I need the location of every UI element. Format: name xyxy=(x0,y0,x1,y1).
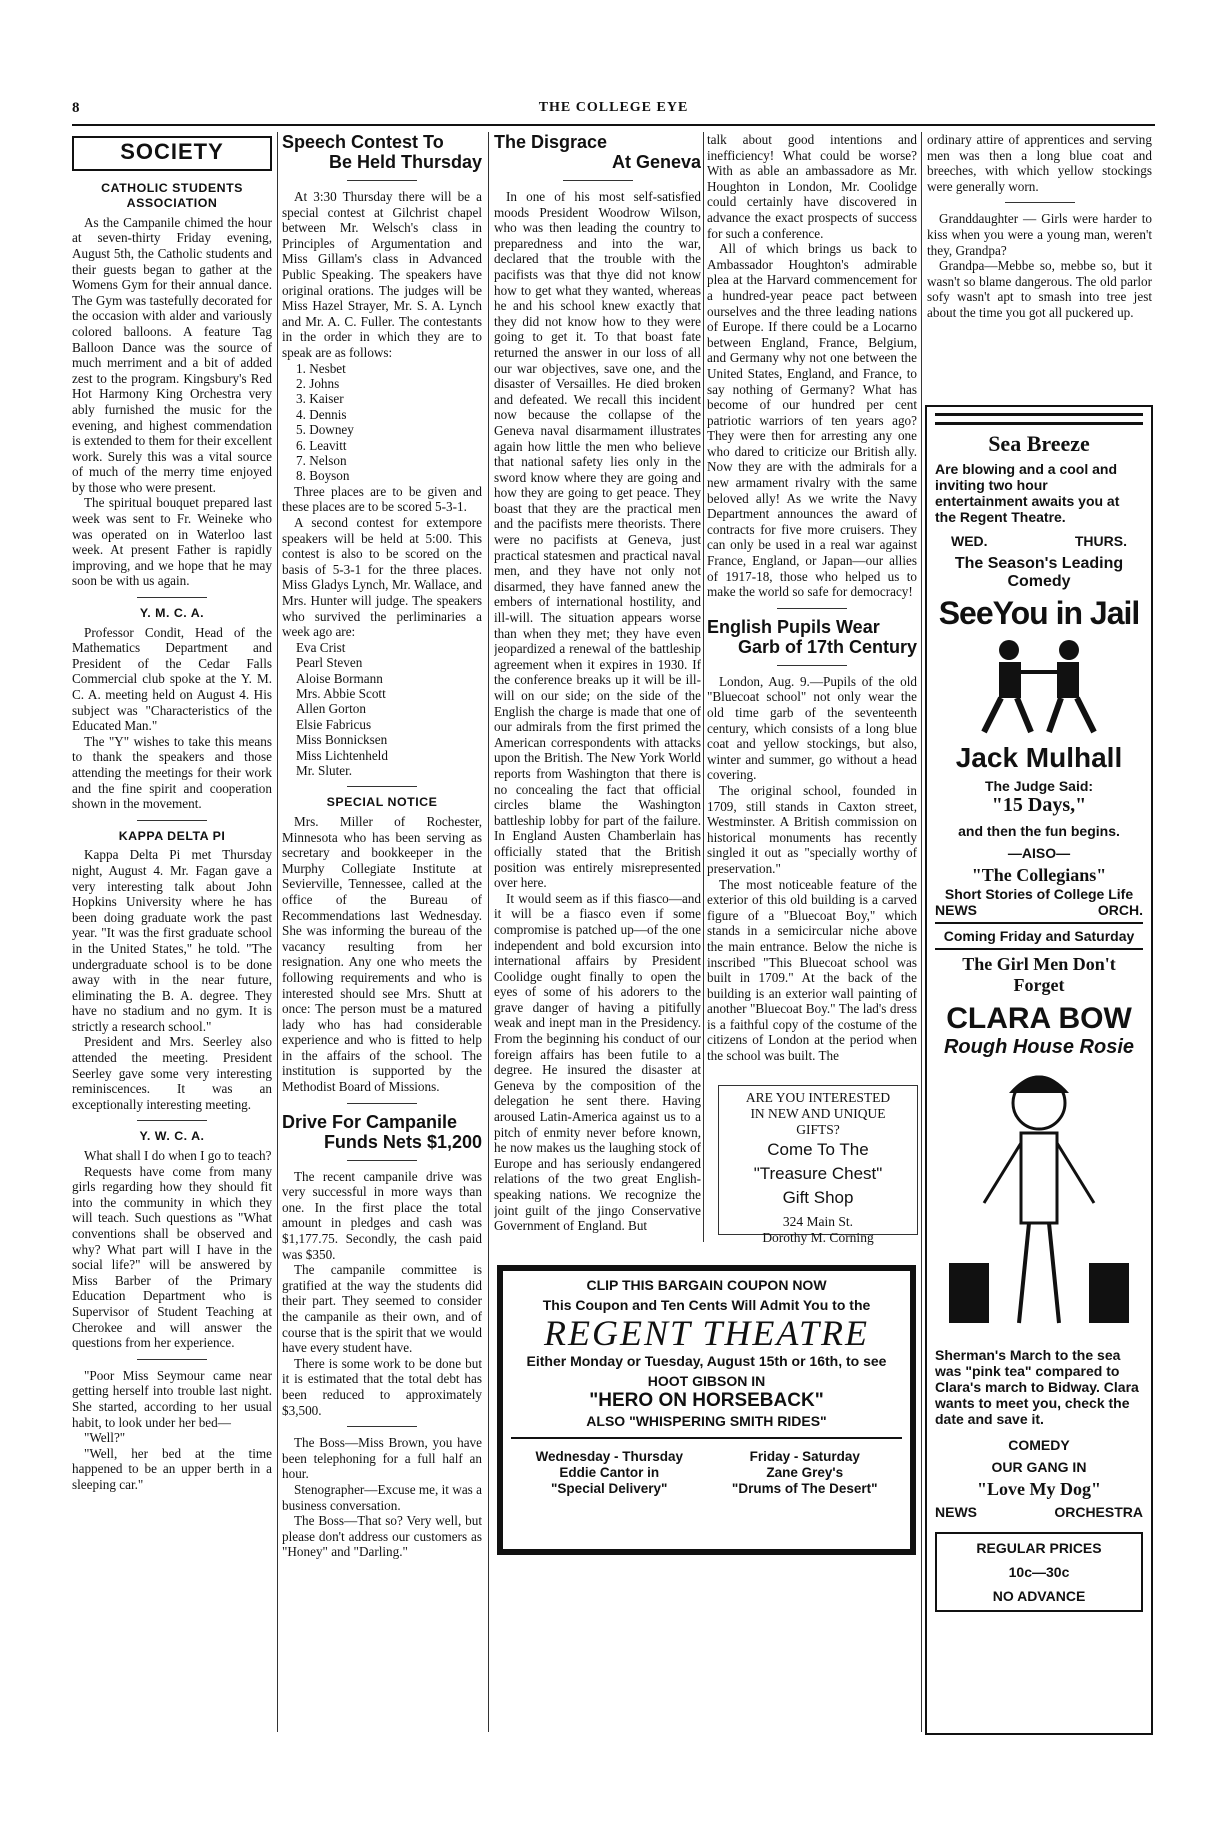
catholic-paragraph: As the Campanile chimed the hour at seven-thirty Friday evening, August 5th, the Catholic students and their guests began to gather at the Womens Gym for their annual dance. The Gym was tastefully decorated for the occasion with alder and variously colored balloons. A feature Tag Balloon Dance was the source of much merriment and a bit of added zest to the program. Kingsbury's Red Hot Harmony King Orchestra very ably furnished the music for the evening, and highest commendation is extended to them for their excellent work. Surely this was a vital source of much of the merry time enjoyed by those who were present. xyxy=(72,214,272,495)
comedy-line: COMEDY xyxy=(1008,1437,1070,1453)
film-title: SeeYou in Jail xyxy=(938,595,1140,631)
days-line: "15 Days," xyxy=(991,794,1087,816)
prices-line: REGULAR PRICES xyxy=(976,1540,1102,1556)
orch-label: ORCH. xyxy=(1097,902,1143,918)
campanile-headline xyxy=(282,1112,482,1152)
disgrace-headline-line1: The Disgrace xyxy=(494,132,608,152)
coupon-line: CLIP THIS BARGAIN COUPON NOW xyxy=(586,1277,827,1293)
divider xyxy=(563,180,633,181)
no-advance: NO ADVANCE xyxy=(992,1588,1086,1604)
column-rule xyxy=(921,132,922,1732)
seasons-line: Comedy xyxy=(1007,573,1071,590)
divider xyxy=(347,1160,417,1161)
divider xyxy=(137,597,207,598)
notice-paragraph: Mrs. Miller of Rochester, Minnesota who has been serving as secretary and bookkeeper in the Murphy Collegiate Institute at Sevierville, Tennessee, called at the office of the Bureau of Recommendations last Wednesday. She was informing the bureau of the vacancy resulting from her resignation. Any one who meets the following requirements and who is interested should see Mrs. Shutt at once: The person must be a matured lady who has had considerable experience and who is fitted to help in the affairs of the school. The institution is supported by the Methodist Board of Missions. xyxy=(282,813,482,1095)
treasure-line: GIFTS? xyxy=(796,1122,840,1137)
divider xyxy=(347,180,417,181)
day-wed: WED. xyxy=(951,533,988,549)
survivor-item: Miss Lichtenheld xyxy=(296,747,388,763)
treasure-line: IN NEW AND UNIQUE xyxy=(750,1106,886,1121)
treasure-line: "Treasure Chest" xyxy=(753,1164,883,1183)
kdp-paragraph: President and Mrs. Seerley also attended the meeting. President Seerley gave some very interesting reminiscences. It was an exceptionally interesting meeting. xyxy=(72,1034,272,1112)
contestant-item: 1. Nesbet xyxy=(296,360,346,376)
english-paragraph: The most noticeable feature of the exterior of this old building is a carved figure of a "Bluecoat Boy," which stands in a semicircular niche above the main entrance. Below the niche is inscribed "This Bluecoat school was built in 1709." At the back of the building is an exterior wall painting of another "Bluecoat Boy." The lad's dress is a faithful copy of the costume of the citizens of London at the period when the school was built. The xyxy=(707,876,917,1064)
judge-line: The Judge Said: xyxy=(984,778,1094,794)
survivor-item: Mrs. Abbie Scott xyxy=(296,685,386,701)
clara-bow: CLARA BOW xyxy=(946,1002,1132,1035)
catholic-heading xyxy=(72,181,272,212)
fun-line: and then the fun begins. xyxy=(958,823,1120,839)
speech-paragraph: A second contest for extempore speakers will be held at 5:00. This contest is also to be scored on the basis of 5-3-1 for the three places. Miss Gladys Lynch, Mr. Wallace, and Mrs. Hunter will judge. The speakers who survived the perliminaries a week ago are: xyxy=(282,514,482,640)
english-paragraph: The original school, founded in 1709, still stands in Caxton street, Westminster. A British commission on historical monuments has recently singled it out as "specially worthy of preservation." xyxy=(707,782,917,876)
campanile-paragraph: The recent campanile drive was very successful in more ways than one. In the first place the total amount in pledges and cash was $1,177.75. Secondly, the cash paid was $350. xyxy=(282,1168,482,1262)
survivor-item: Elsie Fabricus xyxy=(296,716,372,732)
coupon-right-block xyxy=(732,1449,878,1497)
campanile-headline-line2: Funds Nets $1,200 xyxy=(323,1131,482,1152)
divider xyxy=(1005,202,1075,203)
divider xyxy=(137,820,207,821)
seasons-line: The Season's Leading xyxy=(954,555,1124,572)
column-rule xyxy=(703,132,704,1242)
contestant-item: 8. Boyson xyxy=(296,468,350,484)
disgrace-paragraph: All of which brings us back to Ambassador Houghton's admirable plea at the Harvard commencement for a hundred-year peace pact between ourselves and the three leading nations of Europe. If there could be a Locarno between England, France, Belgium, and Germany why not one between the United States, England, and France, to say nothing of Germany? What has become of our hundred per cent patriotic warriors of ten years ago? They were then for arresting any one who dared to criticize our British ally. Now they are with the admirals for a new armament rivalry with the same beloved ally! As we write the Navy Department announces the award of contracts for five more cruisers. They can only be used in a real war against France, England, or Japan—our allies of 1917-18, those who helped us to make the world so safe for democracy! xyxy=(707,241,917,600)
ad-banner xyxy=(935,413,1143,425)
speech-headline-line2: Be Held Thursday xyxy=(328,152,482,172)
disgrace-headline xyxy=(494,132,701,172)
treasure-line: 324 Main St. xyxy=(782,1214,854,1229)
speech-headline-line1: Speech Contest To xyxy=(282,132,444,152)
english-paragraph: ordinary attire of apprentices and serving men was then a long blue coat and breeches, with which yellow stockings were generally worn. xyxy=(927,132,1152,194)
survivor-item: Pearl Steven xyxy=(296,655,363,671)
joke-paragraph: "Well?" xyxy=(84,1430,126,1446)
society-box xyxy=(72,136,272,171)
contestant-item: 4. Dennis xyxy=(296,406,347,422)
news-label: NEWS xyxy=(935,902,977,918)
treasure-line: Gift Shop xyxy=(782,1188,854,1207)
speech-paragraph: Three places are to be given and these places are to be scored 5-3-1. xyxy=(282,483,482,515)
english-headline-line1: English Pupils Wear xyxy=(707,616,880,637)
divider xyxy=(137,1359,207,1360)
divider xyxy=(137,1120,207,1121)
divider xyxy=(347,1103,417,1104)
dog-line: "Love My Dog" xyxy=(977,1479,1101,1499)
right-column-top xyxy=(927,132,1152,402)
disgrace-headline-line2: At Geneva xyxy=(611,152,701,172)
treasure-line: Come To The xyxy=(767,1140,869,1159)
english-headline-line2: Garb of 17th Century xyxy=(737,636,917,657)
day-thurs: THURS. xyxy=(1074,533,1127,549)
contestant-item: 7. Nelson xyxy=(296,452,347,468)
speech-headline xyxy=(282,132,482,172)
survivor-item: Aloise Bormann xyxy=(296,670,383,686)
coupon-line: ALSO "WHISPERING SMITH RIDES" xyxy=(586,1413,827,1429)
ymca-paragraph: The "Y" wishes to take this means to thank the speakers and those attending the meetings for their work and the fine spirit and cooperation shown in the movement. xyxy=(72,733,272,812)
joke-paragraph: "Poor Miss Seymour came near getting herself into trouble last night. She started, according to her usual habit, to look under her bed— xyxy=(72,1367,272,1430)
survivor-item: Allen Gorton xyxy=(296,701,366,717)
divider xyxy=(935,948,1143,950)
disgrace-paragraph: It would seem as if this fiasco—and it will be a fiasco even if some compromise is patched up—of the one independent and bold excursion into international affairs by President Coolidge ought finally to open the eyes of some of his adorers to the grave danger of having a pitifully weak and inept man in the Presidency. From the beginning his conduct of our foreign affairs has been futile to a degree. He insured the disaster at Geneva by the composition of the delegation he sent there. Having aroused Latin-America against us to a pitch of enmity never before known, he now makes us the laughing stock of Europe and has seriously endangered relations of the two great English-speaking nations. We recognize the joint guilt of the jingo Conservative Government of England. But xyxy=(494,890,701,1234)
contestant-item: 5. Downey xyxy=(296,422,354,438)
coupon-left-line: Wednesday - Thursday xyxy=(535,1449,683,1464)
coupon-feature-title: "HERO ON HORSEBACK" xyxy=(589,1390,824,1411)
collegians-line: "The Collegians" xyxy=(971,865,1107,885)
coupon-divider xyxy=(511,1437,902,1439)
joke-paragraph: Stenographer—Excuse me, it was a business conversation. xyxy=(282,1481,482,1513)
english-headline xyxy=(707,617,917,657)
page-number: 8 xyxy=(72,100,80,116)
prices-box xyxy=(935,1532,1143,1612)
coupon-line: Either Monday or Tuesday, August 15th or 16th, to see xyxy=(526,1353,887,1369)
column-rule xyxy=(277,132,278,1732)
news-orch-row xyxy=(935,902,1143,918)
masthead: THE COLLEGE EYE xyxy=(538,100,689,115)
rough-house-rosie: Rough House Rosie xyxy=(943,1036,1134,1058)
campanile-headline-line1: Drive For Campanile xyxy=(282,1111,458,1132)
speech-paragraph: At 3:30 Thursday there will be a special contest at Gilchrist chapel between Mr. Welsch's class in Principles of Argumentation and Miss Gillam's class in Advanced Public Speaking. The speakers have original orations. The judges will be Miss Hazel Strayer, Mr. S. A. Lynch and Mr. A. C. Fuller. The contestants in the order in which they are to speak are as follows: xyxy=(282,189,482,360)
sea-breeze-ad xyxy=(925,405,1153,1735)
joke-paragraph: "Well, her bed at the time happened to be an upper berth in a sleeping car." xyxy=(72,1445,272,1492)
survivor-list xyxy=(282,640,482,779)
coupon-left-block xyxy=(535,1449,683,1497)
orch-label: ORCHESTRA xyxy=(1054,1504,1143,1520)
contestant-list xyxy=(282,361,482,484)
contestant-item: 2. Johns xyxy=(296,375,340,391)
regent-coupon-ad xyxy=(497,1265,916,1555)
catholic-heading-line1: CATHOLIC STUDENTS xyxy=(101,180,243,195)
grandpa-joke: Grandpa—Mebbe so, mebbe so, but it wasn't so blame dangerous. The old parlor sofy wasn't apt to smash into tree jest about the time you got all puckered up. xyxy=(927,258,1152,320)
speech-column xyxy=(282,132,482,1712)
treasure-line: ARE YOU INTERESTED xyxy=(745,1090,891,1105)
dancer-illustration xyxy=(939,1063,1139,1343)
society-column xyxy=(72,132,272,1712)
coupon-line: HOOT GIBSON IN xyxy=(647,1373,766,1389)
news-label: NEWS xyxy=(935,1504,977,1520)
joke-paragraph: The Boss—Miss Brown, you have been telephoning for a full half an hour. xyxy=(282,1435,482,1482)
english-column xyxy=(707,132,917,1077)
ymca-paragraph: Professor Condit, Head of the Mathematics Department and President of the Cedar Falls Commercial club spoke at the Y. M. C. A. meeting held on August 4. His subject was "Characteristics of the Educated Man." xyxy=(72,624,272,734)
coupon-right-line: "Drums of The Desert" xyxy=(731,1481,878,1496)
divider xyxy=(347,786,417,787)
coupon-schedule xyxy=(511,1449,902,1497)
star-name: Jack Mulhall xyxy=(955,742,1123,773)
survivor-item: Eva Crist xyxy=(296,639,346,655)
contestant-item: 3. Kaiser xyxy=(296,391,344,407)
kdp-heading: KAPPA DELTA PI xyxy=(118,828,226,843)
disgrace-column xyxy=(494,132,701,1312)
convicts-illustration xyxy=(939,632,1139,742)
page-header xyxy=(72,100,1155,126)
divider xyxy=(777,608,847,609)
coupon-right-line: Zane Grey's xyxy=(766,1465,844,1480)
treasure-chest-ad xyxy=(718,1085,918,1245)
disgrace-paragraph: talk about good intentions and inefficiency! What could be worse? With as able an ambassadore as Mr. Houghton in London, Mr. Coolidge could certainly have discovered in advance the exact prospects of success for such a conference. xyxy=(707,132,917,241)
joke-paragraph: The Boss—That so? Very well, but please don't address our customers as "Honey" and "Darling." xyxy=(282,1513,482,1560)
news-orch-row xyxy=(935,1504,1143,1520)
contestant-item: 6. Leavitt xyxy=(296,437,347,453)
coupon-right-line: Friday - Saturday xyxy=(749,1449,860,1464)
disgrace-paragraph: In one of his most self-satisfied moods President Woodrow Wilson, who was then leading the country to preparedness and into the war, declared that the trouble with the pacifists was that thye did not know how to get what they wanted, whereas he and his school knew exactly that they did not know how to they were going to get it. To that boast fate returned the answer in our loss of all our war objectives, save one, and the disaster of Versailles. He died broken and defeated. We recall this incident now because the collapse of the Geneva naval disarmament illustrates again how little the men who believe that national safety lies only in the sword know where they are going and how they are going to get peace. They boast that they are the practical men and the pacifists mere theorists. There were no pacifists at Geneva, just practical statesmen and practical naval men, and they have not only not disarmed, they have fanned anew the embers of international hostility, and ill-will. The situation appears worse than when they met; they have even jeopardized a renewal of the battleship agreement when it expires in 1930. If the conference breaks up it will be ill-will on our side; on the side of the English the charge is made that one of our admirals from the first primed the American correspondents with attacks upon the British. The New York World reports from Washington that there is no concealing the fact that official circles blame the Washington battleship lobby for part of the failure. In England Austen Chamberlain has officially stated that the British position was entirely misrepresented over here. xyxy=(494,189,701,891)
english-paragraph: London, Aug. 9.—Pupils of the old "Bluecoat school" not only wear the old time garb of the seventeenth century, which consists of a long blue coat and yellow stockings, but also, winter and summer, go without a head covering. xyxy=(707,673,917,783)
also-line: —AISO— xyxy=(1007,845,1071,861)
notice-heading: SPECIAL NOTICE xyxy=(326,795,438,810)
sea-breeze-lead: Are blowing and a cool and inviting two hour entertainment awaits you at the Regent Theatre. xyxy=(935,461,1120,525)
ymca-heading: Y. M. C. A. xyxy=(139,606,205,621)
gang-line: OUR GANG IN xyxy=(991,1459,1087,1475)
campanile-paragraph: The campanile committee is gratified at the way the students did their part. They seemed to consider the campanile as their own, and of course that is the spirit that we would have every student have. xyxy=(282,1262,482,1356)
catholic-heading-line2: ASSOCIATION xyxy=(126,196,218,211)
catholic-paragraph: The spiritual bouquet prepared last week was sent to Fr. Weineke who was operated on in Waterloo last week. At present Father is rapidly improving, and we hope that he may soon be with us again. xyxy=(72,495,272,589)
coupon-left-line: "Special Delivery" xyxy=(551,1481,668,1496)
girl-line: The Girl Men Don't xyxy=(962,954,1116,974)
survivor-item: Miss Bonnicksen xyxy=(296,732,388,748)
kdp-paragraph: Kappa Delta Pi met Thursday night, August 4. Mr. Fagan gave a very interesting talk about John Hopkins University where he has been doing graduate work the past year. "It was the first graduate school in the United States," he told. "The undergraduate school is to be done away with in the near future, eliminating the B. A. degree. They have no stadium and no gym. It is strictly a research school." xyxy=(72,847,272,1034)
shorts-line: Short Stories of College Life xyxy=(944,886,1134,902)
sea-breeze-title: Sea Breeze xyxy=(988,431,1090,456)
divider xyxy=(777,665,847,666)
ywca-paragraph: What shall I do when I go to teach? xyxy=(84,1148,272,1164)
ywca-heading: Y. W. C. A. xyxy=(139,1129,205,1144)
ywca-paragraph: Requests have come from many girls regarding how they should fit into the community in which they will teach. Such questions as "What conventions shall be observed and why? What part will I have in the social life?" will be answered by Miss Barber of the Primary Education Department who is Supervisor of Student Teaching at Cherokee and will answer the questions from her experience. xyxy=(72,1163,272,1351)
campanile-paragraph: There is some work to be done but it is estimated that the total debt has been reduced to approximately $3,500. xyxy=(282,1355,482,1418)
coupon-line: This Coupon and Ten Cents Will Admit You to the xyxy=(542,1297,871,1313)
grandpa-joke: Granddaughter — Girls were harder to kiss when you were a young man, weren't they, Grandpa? xyxy=(927,211,1152,258)
girl-line: Forget xyxy=(1013,975,1065,995)
divider xyxy=(935,922,1143,924)
divider xyxy=(347,1426,417,1427)
column-rule xyxy=(488,132,489,1732)
survivor-item: Mr. Sluter. xyxy=(296,762,353,778)
society-label: SOCIETY xyxy=(120,139,224,164)
coming-line: Coming Friday and Saturday xyxy=(943,928,1135,944)
sherman-blurb: Sherman's March to the sea was "pink tea" compared to Clara's march to Bidway. Clara wants to meet you, check the date and save it. xyxy=(935,1347,1139,1427)
prices-range: 10c—30c xyxy=(1008,1564,1070,1580)
coupon-theatre-name: REGENT THEATRE xyxy=(543,1313,870,1353)
coupon-left-line: Eddie Cantor in xyxy=(559,1465,660,1480)
treasure-line: Dorothy M. Corning xyxy=(762,1230,874,1245)
day-row xyxy=(935,533,1143,549)
